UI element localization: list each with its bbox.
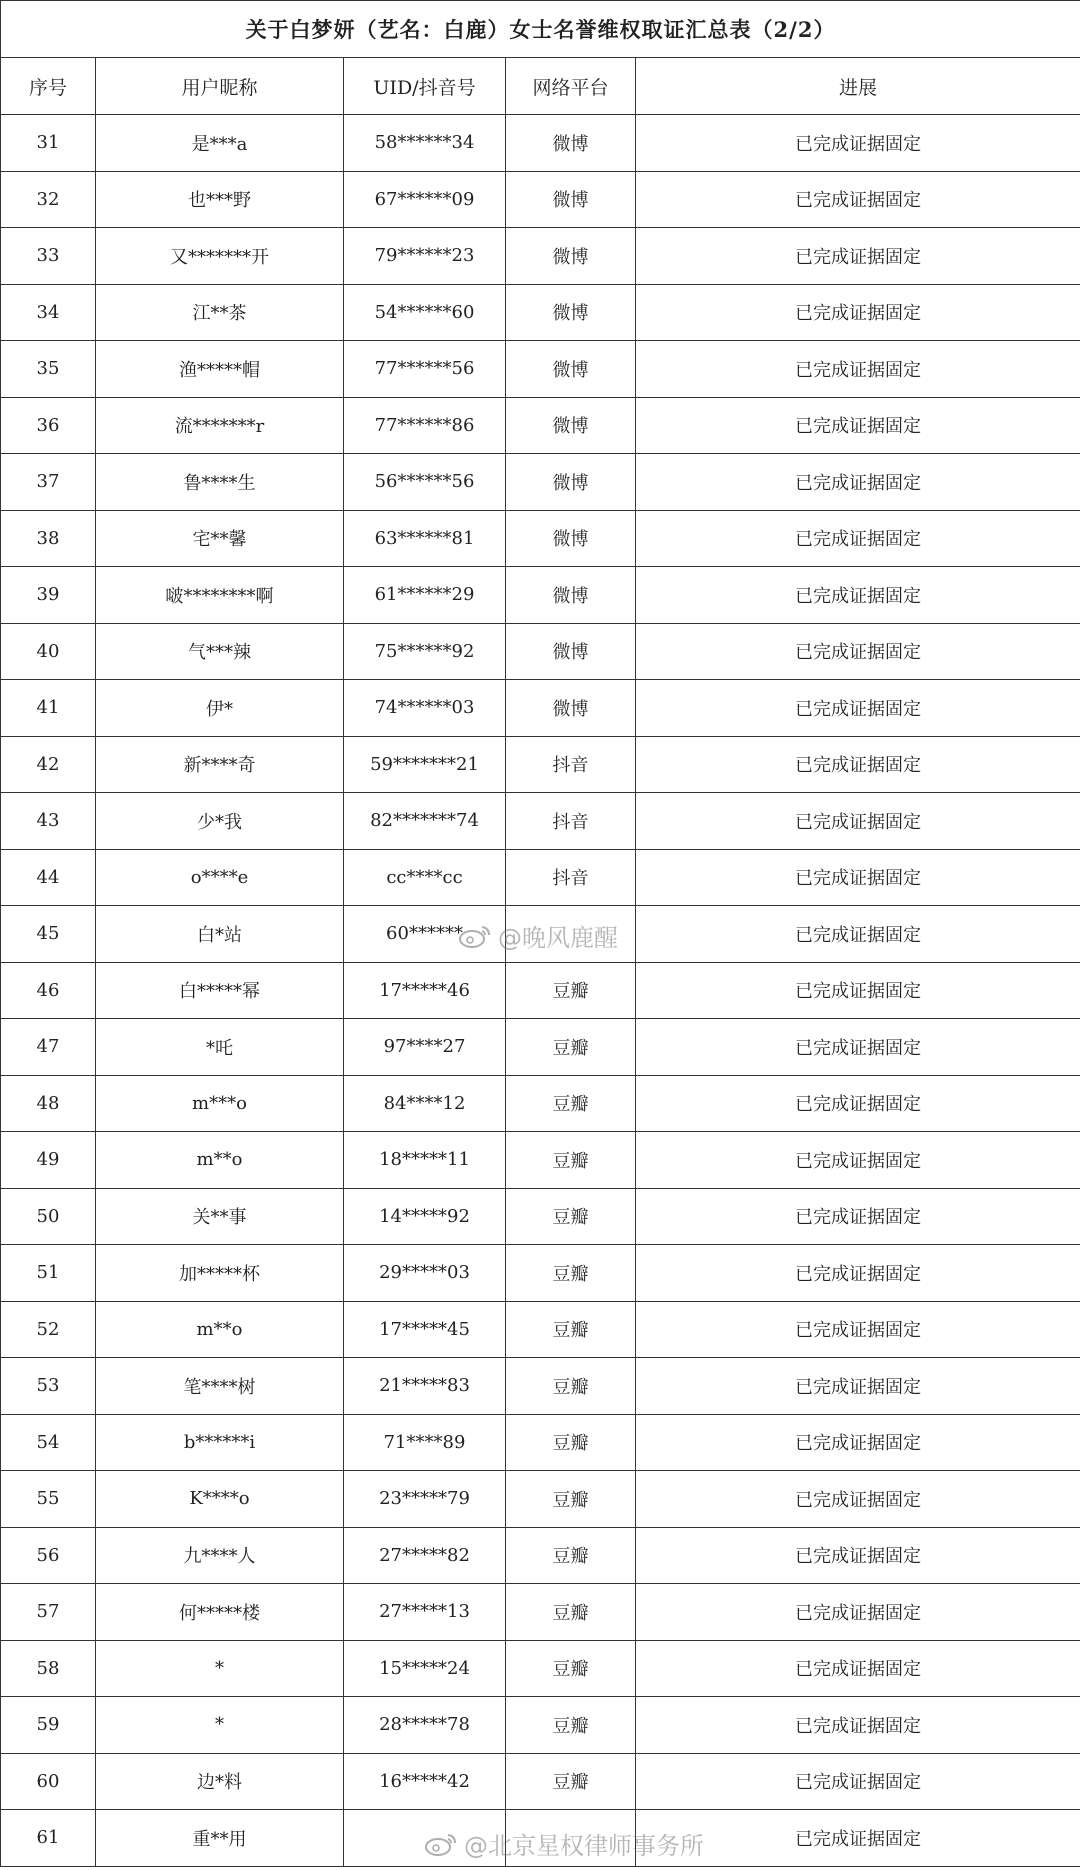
cell-progress: 已完成证据固定 [636, 510, 1080, 567]
table-row [1, 1640, 1080, 1697]
cell-no: 42 [1, 736, 96, 793]
table-row [1, 906, 1080, 963]
table-row [1, 1584, 1080, 1641]
cell-progress: 已完成证据固定 [636, 1301, 1080, 1358]
cell-nickname: 伊* [96, 680, 344, 737]
table-row [1, 228, 1080, 285]
cell-platform: 豆瓣 [506, 1527, 636, 1584]
table-row [1, 454, 1080, 511]
cell-no: 53 [1, 1358, 96, 1415]
cell-no: 43 [1, 793, 96, 850]
cell-platform: 豆瓣 [506, 1414, 636, 1471]
cell-uid: 82*******74 [344, 793, 506, 850]
table-row [1, 623, 1080, 680]
cell-uid: 74******03 [344, 680, 506, 737]
cell-progress: 已完成证据固定 [636, 171, 1080, 228]
table-title: 关于白梦妍（艺名：白鹿）女士名誉维权取证汇总表（2/2） [1, 1, 1080, 58]
cell-progress: 已完成证据固定 [636, 1414, 1080, 1471]
cell-platform: 豆瓣 [506, 1640, 636, 1697]
cell-nickname: 啵********啊 [96, 567, 344, 624]
cell-nickname: K****o [96, 1471, 344, 1528]
cell-no: 36 [1, 397, 96, 454]
cell-uid: 28*****78 [344, 1697, 506, 1754]
cell-platform: 豆瓣 [506, 1358, 636, 1415]
cell-uid: 17*****46 [344, 962, 506, 1019]
cell-uid: 63******81 [344, 510, 506, 567]
cell-platform: 豆瓣 [506, 1075, 636, 1132]
cell-platform: 微博 [506, 680, 636, 737]
table-row [1, 397, 1080, 454]
table-row [1, 1301, 1080, 1358]
table-row [1, 1753, 1080, 1810]
cell-nickname: 九****人 [96, 1527, 344, 1584]
table-row [1, 567, 1080, 624]
table-row [1, 1810, 1080, 1867]
cell-nickname: 何*****楼 [96, 1584, 344, 1641]
cell-platform: 豆瓣 [506, 1697, 636, 1754]
cell-uid: 21*****83 [344, 1358, 506, 1415]
cell-platform: 豆瓣 [506, 1753, 636, 1810]
cell-progress: 已完成证据固定 [636, 1132, 1080, 1189]
cell-no: 50 [1, 1188, 96, 1245]
cell-nickname: 新****奇 [96, 736, 344, 793]
cell-platform: 微博 [506, 567, 636, 624]
cell-uid: 17*****45 [344, 1301, 506, 1358]
cell-platform: 抖音 [506, 849, 636, 906]
table-row [1, 1471, 1080, 1528]
cell-nickname: 江**茶 [96, 284, 344, 341]
table-row [1, 1414, 1080, 1471]
cell-nickname: 少*我 [96, 793, 344, 850]
cell-uid: 56******56 [344, 454, 506, 511]
cell-progress: 已完成证据固定 [636, 736, 1080, 793]
cell-platform: 微博 [506, 284, 636, 341]
cell-nickname: 边*料 [96, 1753, 344, 1810]
cell-nickname: b******i [96, 1414, 344, 1471]
cell-platform: 抖音 [506, 793, 636, 850]
cell-progress: 已完成证据固定 [636, 962, 1080, 1019]
cell-nickname: 气***辣 [96, 623, 344, 680]
table-header-row [1, 58, 1080, 115]
cell-platform: 微博 [506, 115, 636, 172]
table-title-row [1, 1, 1080, 58]
column-header-progress: 进展 [636, 58, 1080, 115]
cell-no: 38 [1, 510, 96, 567]
table-row [1, 1527, 1080, 1584]
cell-no: 51 [1, 1245, 96, 1302]
cell-platform: 豆瓣 [506, 1188, 636, 1245]
cell-progress: 已完成证据固定 [636, 1753, 1080, 1810]
table-row [1, 1132, 1080, 1189]
cell-nickname: 是***a [96, 115, 344, 172]
cell-nickname: 白*****幂 [96, 962, 344, 1019]
cell-nickname: 渔*****帽 [96, 341, 344, 398]
table-body [1, 115, 1080, 1867]
cell-platform: 豆瓣 [506, 1245, 636, 1302]
cell-nickname: 关**事 [96, 1188, 344, 1245]
cell-no: 59 [1, 1697, 96, 1754]
cell-platform: 抖音 [506, 736, 636, 793]
cell-nickname: 白*站 [96, 906, 344, 963]
cell-uid: 79******23 [344, 228, 506, 285]
cell-no: 44 [1, 849, 96, 906]
cell-no: 58 [1, 1640, 96, 1697]
cell-progress: 已完成证据固定 [636, 115, 1080, 172]
table-row [1, 171, 1080, 228]
cell-progress: 已完成证据固定 [636, 1471, 1080, 1528]
table-row [1, 1075, 1080, 1132]
cell-uid: 97****27 [344, 1019, 506, 1076]
cell-nickname: m**o [96, 1132, 344, 1189]
cell-uid: 77******86 [344, 397, 506, 454]
table-row [1, 1188, 1080, 1245]
cell-nickname: 鲁****生 [96, 454, 344, 511]
cell-no: 46 [1, 962, 96, 1019]
cell-no: 55 [1, 1471, 96, 1528]
column-header-no: 序号 [1, 58, 96, 115]
cell-nickname: 加*****杯 [96, 1245, 344, 1302]
cell-progress: 已完成证据固定 [636, 1245, 1080, 1302]
column-header-platform: 网络平台 [506, 58, 636, 115]
table-row [1, 284, 1080, 341]
cell-progress: 已完成证据固定 [636, 284, 1080, 341]
cell-uid: 18*****11 [344, 1132, 506, 1189]
cell-no: 47 [1, 1019, 96, 1076]
cell-uid: 75******92 [344, 623, 506, 680]
cell-progress: 已完成证据固定 [636, 1584, 1080, 1641]
cell-progress: 已完成证据固定 [636, 1640, 1080, 1697]
table-row [1, 510, 1080, 567]
watermark-text: @晚风鹿醒 [498, 924, 618, 952]
cell-uid: 59*******21 [344, 736, 506, 793]
cell-uid: 27*****82 [344, 1527, 506, 1584]
cell-progress: 已完成证据固定 [636, 1810, 1080, 1867]
cell-uid: 71****89 [344, 1414, 506, 1471]
cell-uid: 27*****13 [344, 1584, 506, 1641]
table-row [1, 793, 1080, 850]
table-row [1, 962, 1080, 1019]
cell-platform: 微博 [506, 454, 636, 511]
cell-uid: 58******34 [344, 115, 506, 172]
cell-nickname: m***o [96, 1075, 344, 1132]
cell-no: 40 [1, 623, 96, 680]
cell-progress: 已完成证据固定 [636, 849, 1080, 906]
cell-uid: 15*****24 [344, 1640, 506, 1697]
cell-no: 34 [1, 284, 96, 341]
cell-platform: 豆瓣 [506, 1019, 636, 1076]
cell-nickname: 又*******开 [96, 228, 344, 285]
cell-progress: 已完成证据固定 [636, 397, 1080, 454]
cell-progress: 已完成证据固定 [636, 341, 1080, 398]
cell-platform: 微博 [506, 397, 636, 454]
cell-progress: 已完成证据固定 [636, 567, 1080, 624]
cell-no: 61 [1, 1810, 96, 1867]
cell-platform: 微博 [506, 228, 636, 285]
cell-uid: 23*****79 [344, 1471, 506, 1528]
cell-no: 54 [1, 1414, 96, 1471]
cell-no: 41 [1, 680, 96, 737]
cell-no: 48 [1, 1075, 96, 1132]
cell-progress: 已完成证据固定 [636, 1019, 1080, 1076]
table-row [1, 1697, 1080, 1754]
cell-uid: 60****** [344, 906, 506, 963]
cell-nickname: m**o [96, 1301, 344, 1358]
table-row [1, 849, 1080, 906]
cell-no: 33 [1, 228, 96, 285]
cell-progress: 已完成证据固定 [636, 793, 1080, 850]
cell-nickname: * [96, 1640, 344, 1697]
cell-platform [506, 1810, 636, 1867]
cell-platform: 微博 [506, 510, 636, 567]
cell-progress: 已完成证据固定 [636, 906, 1080, 963]
cell-progress: 已完成证据固定 [636, 1697, 1080, 1754]
cell-progress: 已完成证据固定 [636, 1358, 1080, 1415]
cell-platform [506, 906, 636, 963]
cell-no: 37 [1, 454, 96, 511]
cell-nickname: o****e [96, 849, 344, 906]
table-row [1, 680, 1080, 737]
cell-progress: 已完成证据固定 [636, 1188, 1080, 1245]
cell-nickname: 也***野 [96, 171, 344, 228]
cell-no: 31 [1, 115, 96, 172]
table-row [1, 115, 1080, 172]
column-header-uid: UID/抖音号 [344, 58, 506, 115]
cell-no: 60 [1, 1753, 96, 1810]
cell-no: 35 [1, 341, 96, 398]
cell-progress: 已完成证据固定 [636, 1527, 1080, 1584]
cell-no: 57 [1, 1584, 96, 1641]
cell-platform: 豆瓣 [506, 1301, 636, 1358]
cell-progress: 已完成证据固定 [636, 680, 1080, 737]
cell-platform: 微博 [506, 171, 636, 228]
cell-no: 52 [1, 1301, 96, 1358]
cell-uid: 54******60 [344, 284, 506, 341]
cell-uid: 61******29 [344, 567, 506, 624]
cell-uid: 14*****92 [344, 1188, 506, 1245]
column-header-nickname: 用户昵称 [96, 58, 344, 115]
cell-progress: 已完成证据固定 [636, 623, 1080, 680]
cell-no: 32 [1, 171, 96, 228]
cell-uid: 29*****03 [344, 1245, 506, 1302]
cell-no: 45 [1, 906, 96, 963]
table-row [1, 736, 1080, 793]
cell-platform: 豆瓣 [506, 1132, 636, 1189]
cell-uid: 84****12 [344, 1075, 506, 1132]
cell-progress: 已完成证据固定 [636, 1075, 1080, 1132]
cell-platform: 豆瓣 [506, 1584, 636, 1641]
cell-nickname: 宅**馨 [96, 510, 344, 567]
table-row [1, 341, 1080, 398]
cell-platform: 豆瓣 [506, 962, 636, 1019]
watermark-text: @北京星权律师事务所 [464, 1832, 704, 1860]
cell-nickname: 流*******r [96, 397, 344, 454]
cell-platform: 微博 [506, 623, 636, 680]
cell-platform: 微博 [506, 341, 636, 398]
cell-no: 49 [1, 1132, 96, 1189]
table-row [1, 1358, 1080, 1415]
cell-uid: 67******09 [344, 171, 506, 228]
cell-uid: 77******56 [344, 341, 506, 398]
cell-progress: 已完成证据固定 [636, 454, 1080, 511]
cell-uid: 16*****42 [344, 1753, 506, 1810]
cell-uid [344, 1810, 506, 1867]
cell-nickname: 笔****树 [96, 1358, 344, 1415]
cell-uid: cc****cc [344, 849, 506, 906]
cell-nickname: 重**用 [96, 1810, 344, 1867]
cell-nickname: * [96, 1697, 344, 1754]
cell-no: 56 [1, 1527, 96, 1584]
cell-nickname: *吒 [96, 1019, 344, 1076]
cell-no: 39 [1, 567, 96, 624]
table-row [1, 1019, 1080, 1076]
table-row [1, 1245, 1080, 1302]
cell-platform: 豆瓣 [506, 1471, 636, 1528]
cell-progress: 已完成证据固定 [636, 228, 1080, 285]
